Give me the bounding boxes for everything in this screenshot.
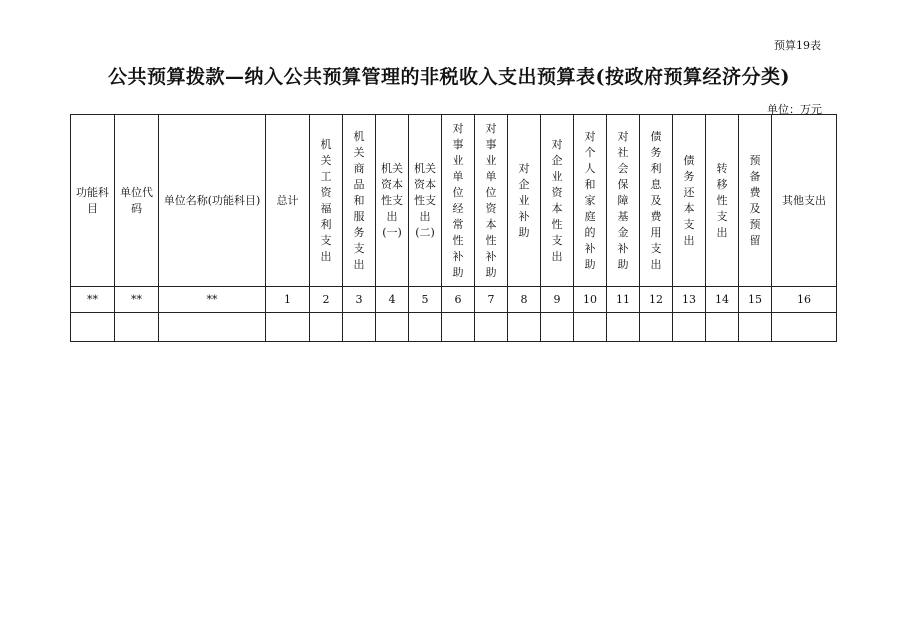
column-header-label: 债务还本支出: [683, 153, 695, 247]
header-cell: [640, 115, 673, 287]
header-cell: [673, 115, 706, 287]
header-cell: [508, 115, 541, 287]
table-cell: [159, 313, 266, 342]
column-header-label: 机关资本性支出(一): [381, 161, 403, 239]
unit-label: 单位：万元: [767, 103, 822, 116]
table-cell: [343, 313, 376, 342]
table-cell: [475, 313, 508, 342]
table-cell: [574, 313, 607, 342]
header-cell: [310, 115, 343, 287]
header-cell: [574, 115, 607, 287]
column-number: 11: [607, 287, 640, 313]
table-cell: [706, 313, 739, 342]
table-row: [71, 313, 837, 342]
column-header-label: 机关商品和服务支出: [353, 129, 365, 271]
number-row: [71, 287, 837, 313]
table-cell: [376, 313, 409, 342]
column-number: 12: [640, 287, 673, 313]
column-header-label: 对事业单位资本性补助: [485, 121, 497, 279]
column-number: 9: [541, 287, 574, 313]
header-row: [71, 115, 837, 287]
table-cell: [607, 313, 640, 342]
table-cell: [71, 313, 115, 342]
column-header-label: 单位代码: [120, 185, 153, 215]
column-header-label: 其他支出: [782, 193, 826, 207]
header-cell: [409, 115, 442, 287]
column-header-label: 预备费及预留: [749, 153, 761, 247]
column-number: 2: [310, 287, 343, 313]
table-cell: [508, 313, 541, 342]
column-number: **: [115, 287, 159, 313]
budget-table: [70, 114, 837, 342]
column-number: 1: [266, 287, 310, 313]
header-cell: [376, 115, 409, 287]
page-title: 公共预算拨款—纳入公共预算管理的非税收入支出预算表(按政府预算经济分类): [108, 66, 790, 88]
column-header-label: 对社会保障基金补助: [617, 129, 629, 271]
column-number: 6: [442, 287, 475, 313]
header-cell: [772, 115, 837, 287]
column-header-label: 对事业单位经常性补助: [452, 121, 464, 279]
header-cell: [343, 115, 376, 287]
table-cell: [673, 313, 706, 342]
column-header-label: 对企业资本性支出: [551, 137, 563, 263]
table-cell: [640, 313, 673, 342]
table-cell: [739, 313, 772, 342]
column-number: 16: [772, 287, 837, 313]
header-cell: [706, 115, 739, 287]
column-number: 15: [739, 287, 772, 313]
table-number: 预算19表: [774, 39, 821, 52]
header-cell: [541, 115, 574, 287]
column-header-label: 对个人和家庭的补助: [584, 129, 596, 271]
header-cell: [115, 115, 159, 287]
table-cell: [409, 313, 442, 342]
header-cell: [739, 115, 772, 287]
header-cell: [266, 115, 310, 287]
column-number: 7: [475, 287, 508, 313]
column-number: **: [71, 287, 115, 313]
table-cell: [442, 313, 475, 342]
column-number: 10: [574, 287, 607, 313]
column-header-label: 单位名称(功能科目): [163, 193, 261, 207]
column-number: 3: [343, 287, 376, 313]
column-header-label: 对企业补助: [518, 161, 530, 239]
column-header-label: 机关工资福利支出: [320, 137, 332, 263]
column-header-label: 功能科目: [76, 185, 109, 215]
header-cell: [442, 115, 475, 287]
header-cell: [607, 115, 640, 287]
table-cell: [266, 313, 310, 342]
column-header-label: 总计: [276, 193, 299, 207]
header-cell: [159, 115, 266, 287]
table-cell: [310, 313, 343, 342]
table-cell: [541, 313, 574, 342]
column-header-label: 债务利息及费用支出: [650, 129, 662, 271]
table-cell: [772, 313, 837, 342]
column-number: 14: [706, 287, 739, 313]
header-cell: [475, 115, 508, 287]
column-number: 5: [409, 287, 442, 313]
column-number: **: [159, 287, 266, 313]
header-cell: [71, 115, 115, 287]
table-cell: [115, 313, 159, 342]
column-number: 4: [376, 287, 409, 313]
column-header-label: 转移性支出: [716, 161, 728, 239]
column-header-label: 机关资本性支出(二): [414, 161, 436, 239]
column-number: 13: [673, 287, 706, 313]
column-number: 8: [508, 287, 541, 313]
